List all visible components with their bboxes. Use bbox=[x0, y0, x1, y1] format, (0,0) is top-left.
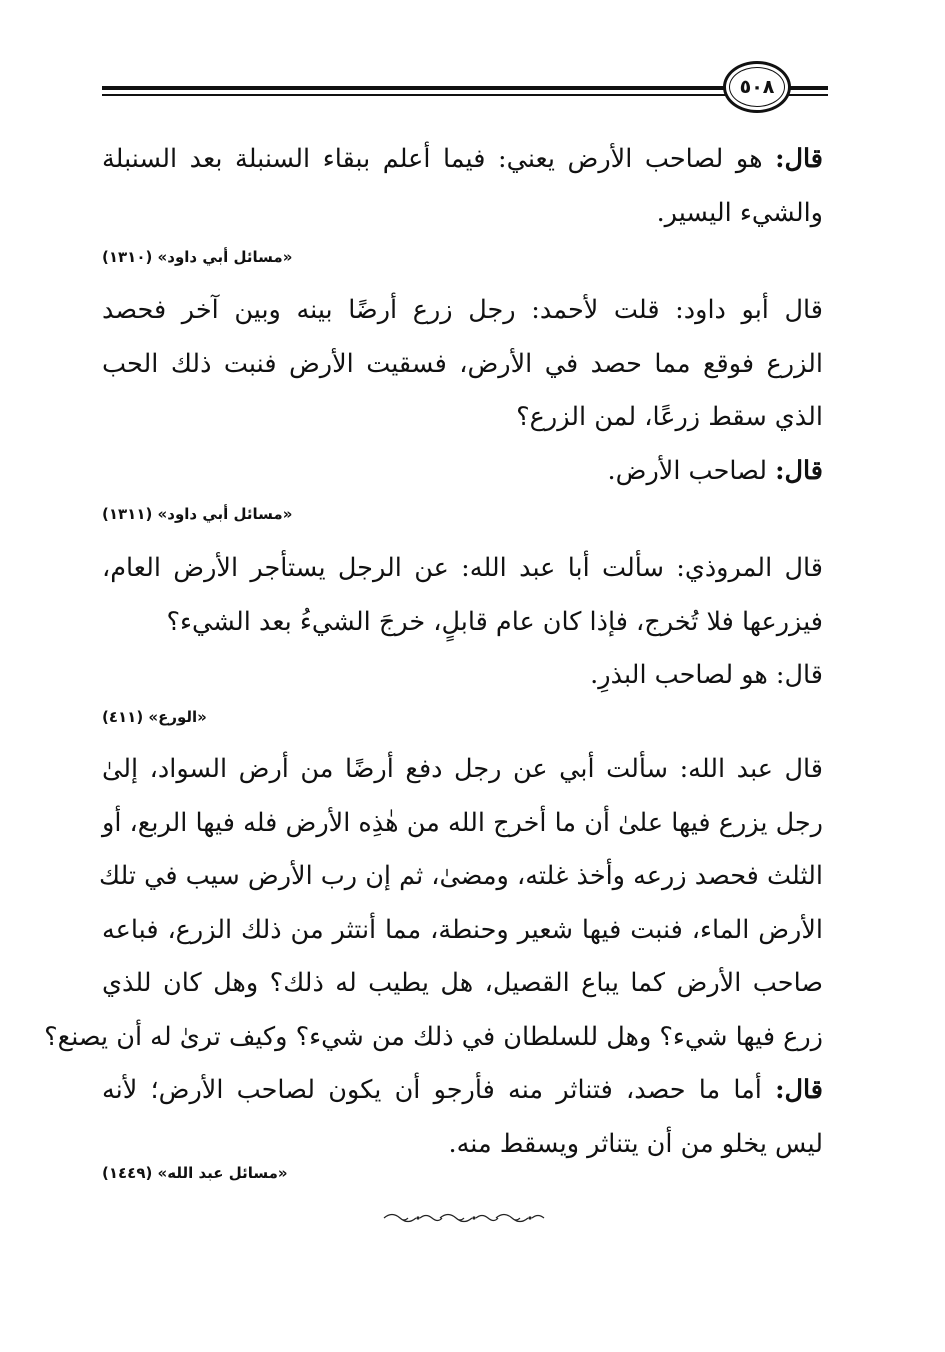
source-citation: «الورع» (٤١١) bbox=[102, 708, 207, 726]
text-line: الزرع فوقع مما حصد في الأرض، فسقيت الأرض فنبت ذلك الحب bbox=[102, 348, 823, 379]
entry-3-text bbox=[102, 542, 823, 703]
text-line: قال أبو داود: قلت لأحمد: رجل زرع أرضًا بينه وبين آخر فحصد bbox=[102, 295, 823, 325]
source-citation: «مسائل أبي داود» (١٣١٠) bbox=[102, 248, 293, 266]
text-line: قال عبد الله: سألت أبي عن رجل دفع أرضًا من أرض السواد، إلىٰ bbox=[102, 754, 823, 784]
text-line: رجل يزرع فيها علىٰ أن ما أخرج الله من هٰذِه الأرض فله فيها الربع، أو bbox=[102, 807, 823, 838]
text-line: والشيء اليسير. bbox=[656, 197, 823, 228]
ornament-divider-icon bbox=[380, 1210, 550, 1226]
entry-1-text bbox=[102, 133, 823, 240]
source-citation: «مسائل عبد الله» (١٤٤٩) bbox=[102, 1164, 288, 1182]
text-line: فيزرعها فلا تُخرج، فإذا كان عام قابلٍ، خرجَ الشيءُ بعد الشيء؟ bbox=[166, 606, 823, 637]
text-line: الذي سقط زرعًا، لمن الزرع؟ bbox=[516, 402, 823, 432]
speaker-label: قال: bbox=[775, 144, 823, 174]
entry-2-text bbox=[102, 284, 823, 498]
speaker-label: قال: bbox=[775, 1075, 823, 1105]
text-line: قال: هو لصاحب الأرض يعني: فيما أعلم ببقاء السنبلة بعد السنبلة bbox=[102, 144, 823, 174]
header-rule bbox=[102, 86, 828, 90]
page-number: ٥٠٨ bbox=[739, 76, 775, 98]
text-line: قال: لصاحب الأرض. bbox=[607, 455, 823, 486]
text-line: الأرض الماء، فنبت فيها شعير وحنطة، مما أنتثر من ذلك الزرع، فباعه bbox=[102, 914, 823, 945]
text-line: قال المروذي: سألت أبا عبد الله: عن الرجل يستأجر الأرض العام، bbox=[102, 553, 823, 583]
page-number-medallion bbox=[723, 61, 791, 113]
text-line: زرع فيها شيء؟ وهل للسلطان في ذلك من شيء؟ وكيف ترىٰ له أن يصنع؟ bbox=[44, 1021, 823, 1052]
text-line: قال: أما ما حصد، فتناثر منه فأرجو أن يكون لصاحب الأرض؛ لأنه bbox=[102, 1075, 823, 1105]
entry-4-text bbox=[44, 743, 823, 1171]
source-citation: «مسائل أبي داود» (١٣١١) bbox=[102, 505, 293, 523]
text-line: صاحب الأرض كما يباع القصيل، هل يطيب له ذلك؟ وهل كان للذي bbox=[102, 968, 823, 998]
text-line: ليس يخلو من أن يتناثر ويسقط منه. bbox=[448, 1128, 823, 1159]
text-line: الثلث فحصد زرعه وأخذ غلته، ومضىٰ، ثم إن رب الأرض سيب في تلك bbox=[99, 861, 823, 891]
speaker-label: قال: bbox=[775, 455, 823, 486]
text-line: قال: هو لصاحب البذرِ. bbox=[590, 660, 823, 690]
header-rule-thin bbox=[102, 94, 828, 96]
